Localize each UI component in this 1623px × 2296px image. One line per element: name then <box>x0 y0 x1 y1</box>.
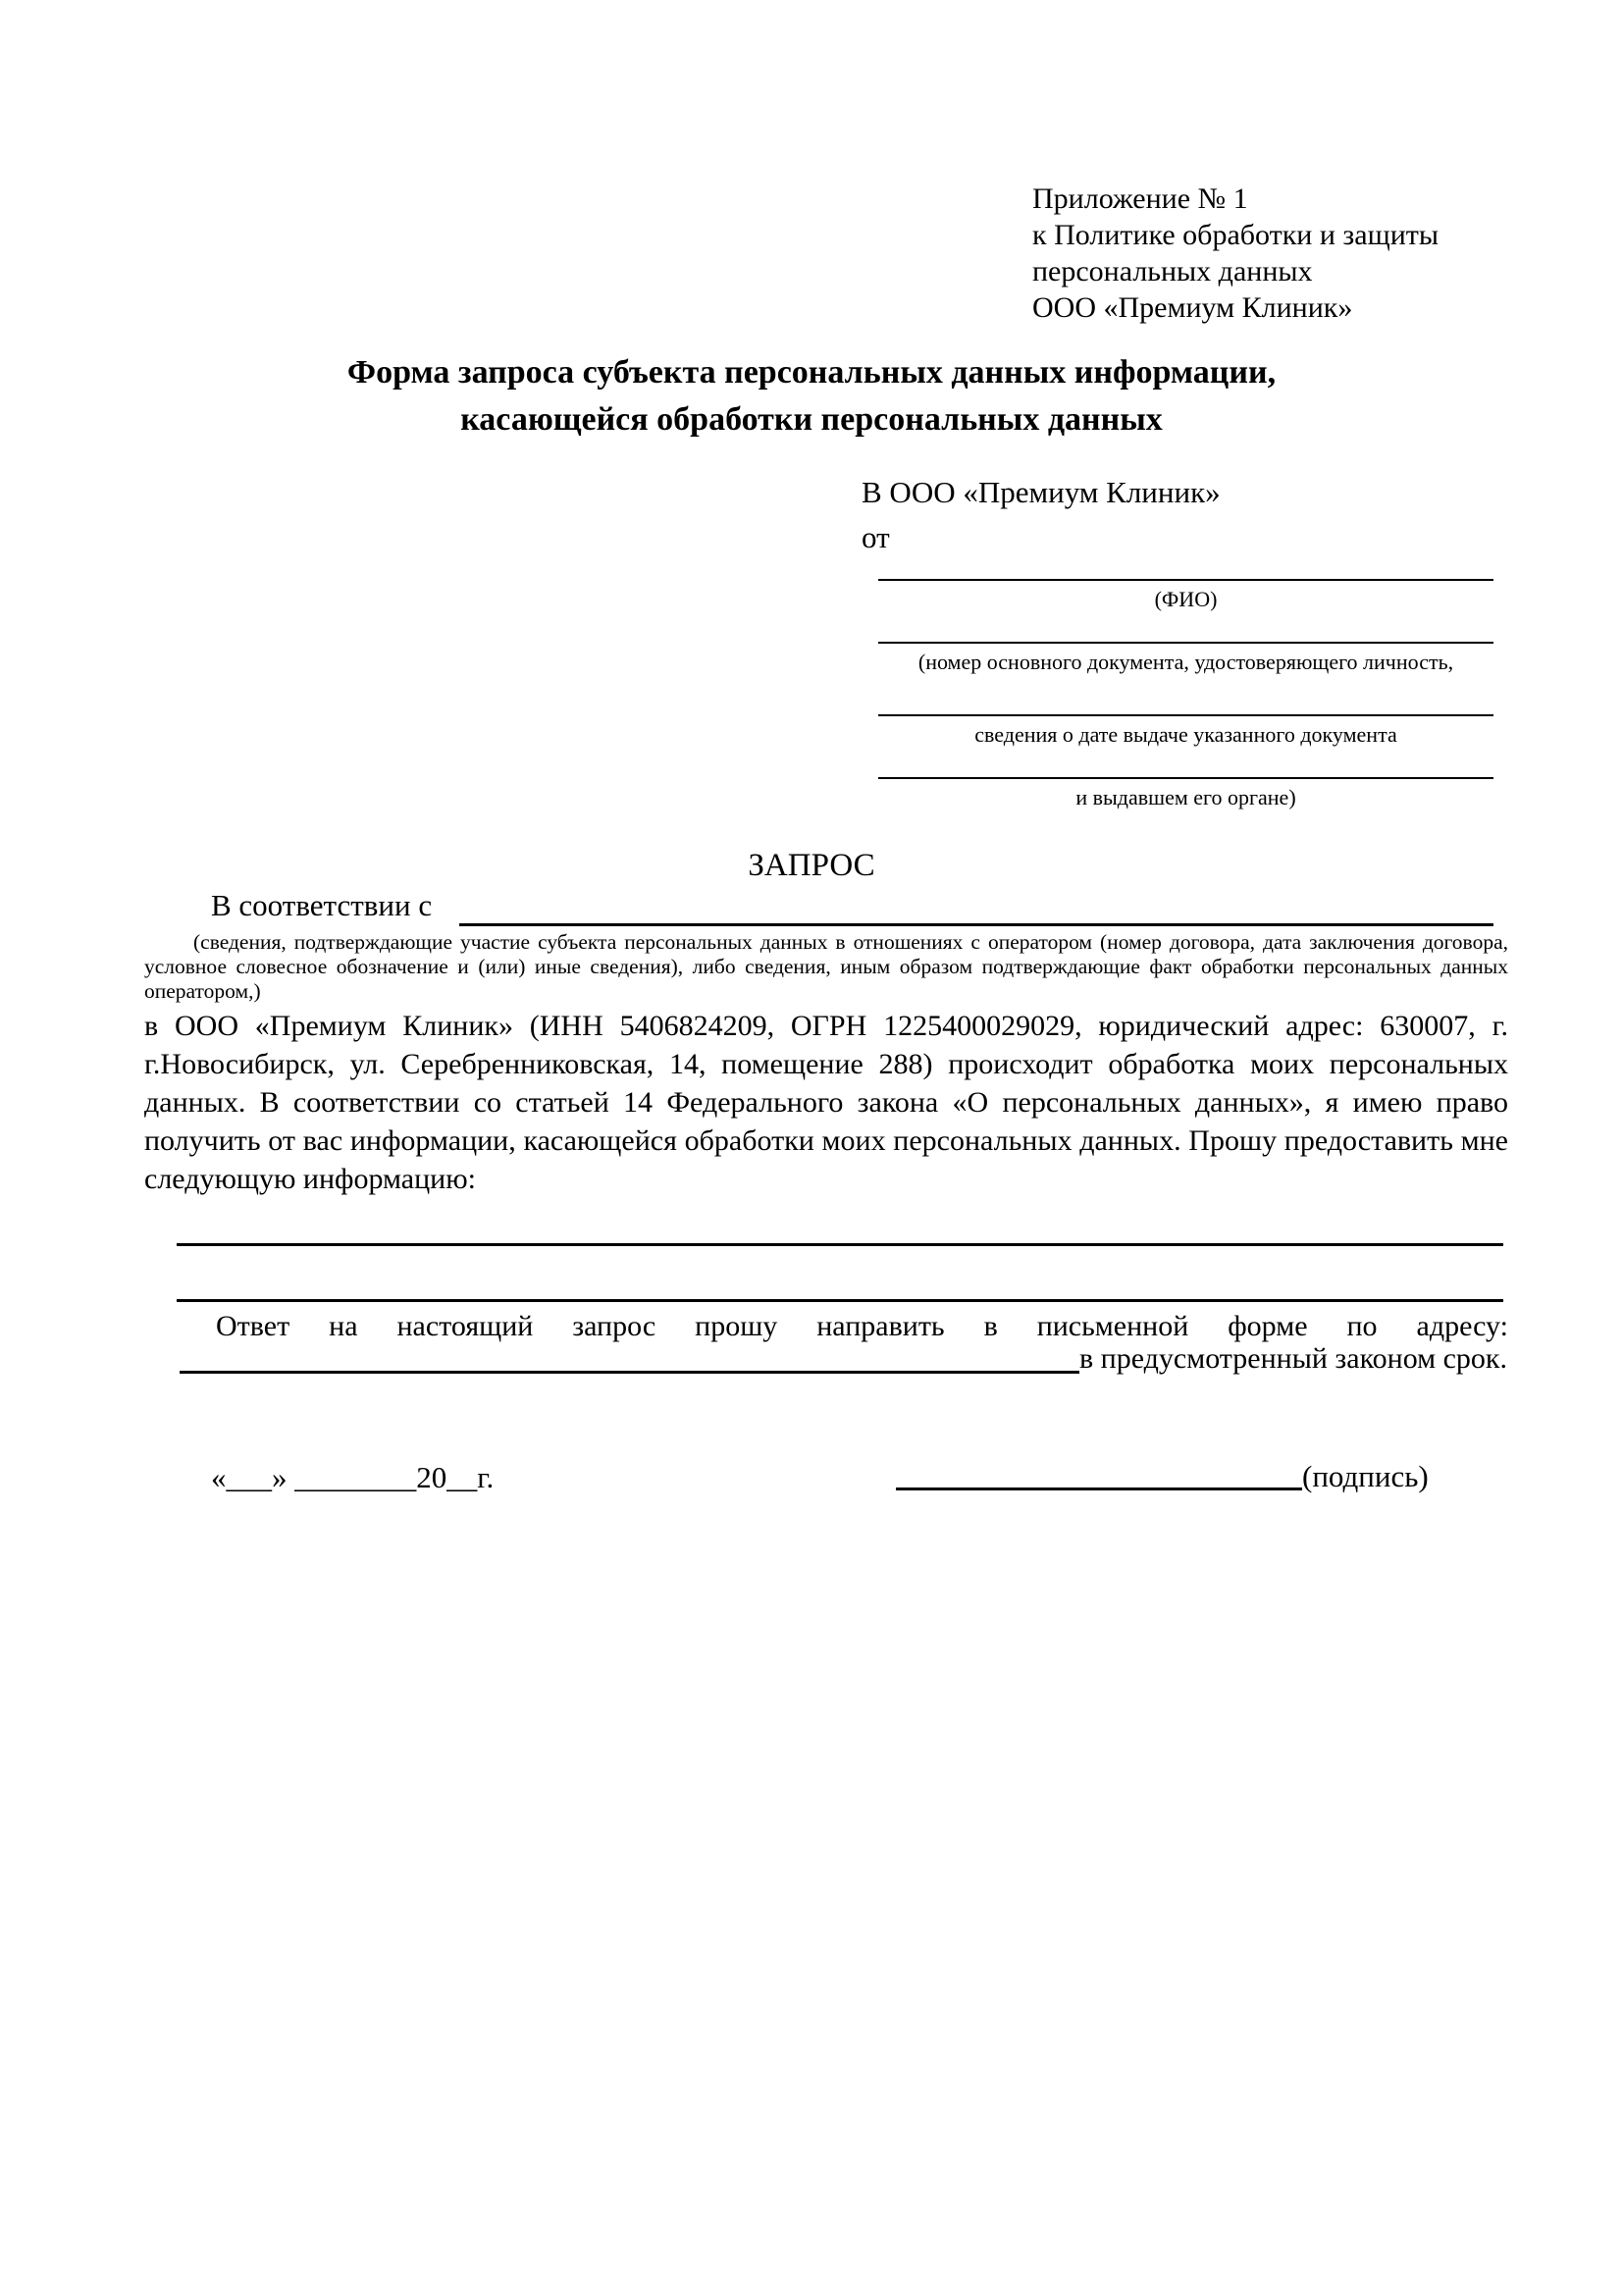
accordance-blank-line <box>459 923 1493 926</box>
signature-blank-line <box>896 1487 1302 1490</box>
issue-date-caption: сведения о дате выдаче указанного документа <box>974 722 1397 747</box>
accordance-label: В соответствии с <box>211 888 433 922</box>
address-blank-line <box>180 1371 1079 1374</box>
date-blank-field: «___» ________20__г. <box>211 1460 495 1494</box>
reply-tail-text: в предусмотренный законом срок. <box>1079 1342 1507 1375</box>
addressee-from-label: от <box>862 520 890 554</box>
fio-blank-line <box>878 579 1493 581</box>
reply-sentence: Ответ на настоящий запрос прошу направить в письменной форме по адресу: <box>216 1310 1508 1342</box>
title-line-1: Форма запроса субъекта персональных данных информации, <box>346 354 1277 391</box>
issuer-blank-line <box>878 777 1493 779</box>
id-document-blank-line <box>878 642 1493 644</box>
signature-caption: (подпись) <box>1302 1459 1429 1493</box>
appendix-header-line: персональных данных <box>1032 255 1313 287</box>
reply-tail-row <box>180 1342 1507 1376</box>
body-paragraph: в ООО «Премиум Клиник» (ИНН 5406824209, ОГРН 1225400029029, юридический адрес: 630007, г. г.Новосибирск, ул. Серебренниковская, 14, помещение 288) происходит обработка моих персональных данных. В соответствии со статьей 14 Федерального закона «О персональных данных», я имею право получить от вас информации, касающейся обработки моих персональных данных. Прошу предоставить мне следующую информацию: <box>144 1010 1508 1195</box>
addressee-to: В ООО «Премиум Клиник» <box>862 475 1221 509</box>
info-blank-line-1 <box>177 1243 1503 1246</box>
appendix-header-line: ООО «Премиум Клиник» <box>1032 291 1353 324</box>
id-document-caption: (номер основного документа, удостоверяющего личность, <box>917 650 1454 674</box>
info-blank-line-2 <box>177 1299 1503 1302</box>
request-heading: ЗАПРОС <box>748 848 875 883</box>
issue-date-blank-line <box>878 714 1493 716</box>
title-line-2: касающейся обработки персональных данных <box>460 401 1163 438</box>
document-title <box>0 349 1623 444</box>
issuer-caption: и выдавшем его органе) <box>1075 785 1296 809</box>
fio-caption: (ФИО) <box>1154 587 1218 611</box>
footnote-text: (сведения, подтверждающие участие субъекта персональных данных в отношениях с оператором (номер договора, дата заключения договора, условное словесное обозначение и (или) иные сведения), либо сведения, иным образом подтверждающие факт обработки персональных данных оператором,) <box>144 930 1508 1003</box>
appendix-header <box>1032 181 1439 326</box>
appendix-header-line: к Политике обработки и защиты <box>1032 219 1440 251</box>
appendix-header-line: Приложение № 1 <box>1032 183 1248 215</box>
